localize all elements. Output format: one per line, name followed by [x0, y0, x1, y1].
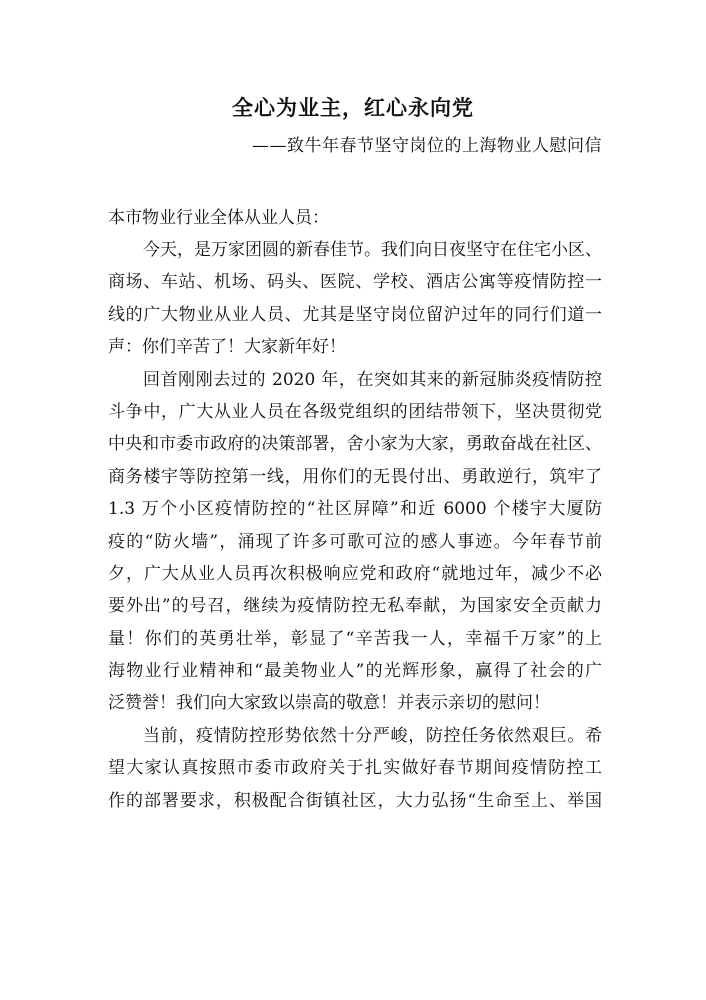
text-line: 斗争中，广大从业人员在各级党组织的团结带领下，坚决贯彻党	[108, 401, 602, 422]
letter-body	[108, 202, 602, 817]
page-subtitle: ——致牛年春节坚守岗位的上海物业人慰问信	[252, 136, 602, 156]
text-line: 海物业行业精神和“最美物业人”的光辉形象，赢得了社会的广	[108, 661, 602, 682]
text-line: 1.3 万个小区疫情防控的“社区屏障”和近 6000 个楼宇大厦防	[108, 499, 602, 520]
paragraph-current	[108, 720, 602, 817]
text-line: 商务楼宇等防控第一线，用你们的无畏付出、勇敢逆行，筑牢了	[108, 466, 602, 487]
page-title: 全心为业主，红心永向党	[232, 96, 474, 120]
text-line: 望大家认真按照市委市政府关于扎实做好春节期间疫情防控工	[108, 758, 602, 779]
text-line: 要外出”的号召，继续为疫情防控无私奉献，为国家安全贡献力	[108, 596, 602, 617]
text-line: 声：你们辛苦了！大家新年好！	[108, 337, 346, 358]
text-line: 线的广大物业从业人员、尤其是坚守岗位留沪过年的同行们道一	[108, 304, 602, 325]
paragraph-review	[108, 364, 602, 720]
text-line: 回首刚刚去过的 2020 年，在突如其来的新冠肺炎疫情防控	[143, 369, 602, 390]
text-line: 作的部署要求，积极配合街镇社区，大力弘扬“生命至上、举国	[108, 790, 602, 811]
paragraph-greeting	[108, 234, 602, 364]
text-line: 疫的“防火墙”，涌现了许多可歌可泣的感人事迹。今年春节前	[108, 531, 602, 552]
text-line: 泛赞誉！我们向大家致以崇高的敬意！并表示亲切的慰问！	[108, 693, 550, 714]
text-line: 商场、车站、机场、码头、医院、学校、酒店公寓等疫情防控一	[108, 272, 602, 293]
text-line: 中央和市委市政府的决策部署，舍小家为大家，勇敢奋战在社区、	[108, 434, 602, 455]
salutation: 本市物业行业全体从业人员：	[108, 208, 329, 228]
text-line: 夕，广大从业人员再次积极响应党和政府“就地过年，减少不必	[108, 563, 602, 584]
text-line: 量！你们的英勇壮举，彰显了“辛苦我一人，幸福千万家”的上	[108, 628, 602, 649]
text-line: 当前，疫情防控形势依然十分严峻，防控任务依然艰巨。希	[143, 725, 602, 746]
text-line: 今天，是万家团圆的新春佳节。我们向日夜坚守在住宅小区、	[143, 240, 602, 260]
